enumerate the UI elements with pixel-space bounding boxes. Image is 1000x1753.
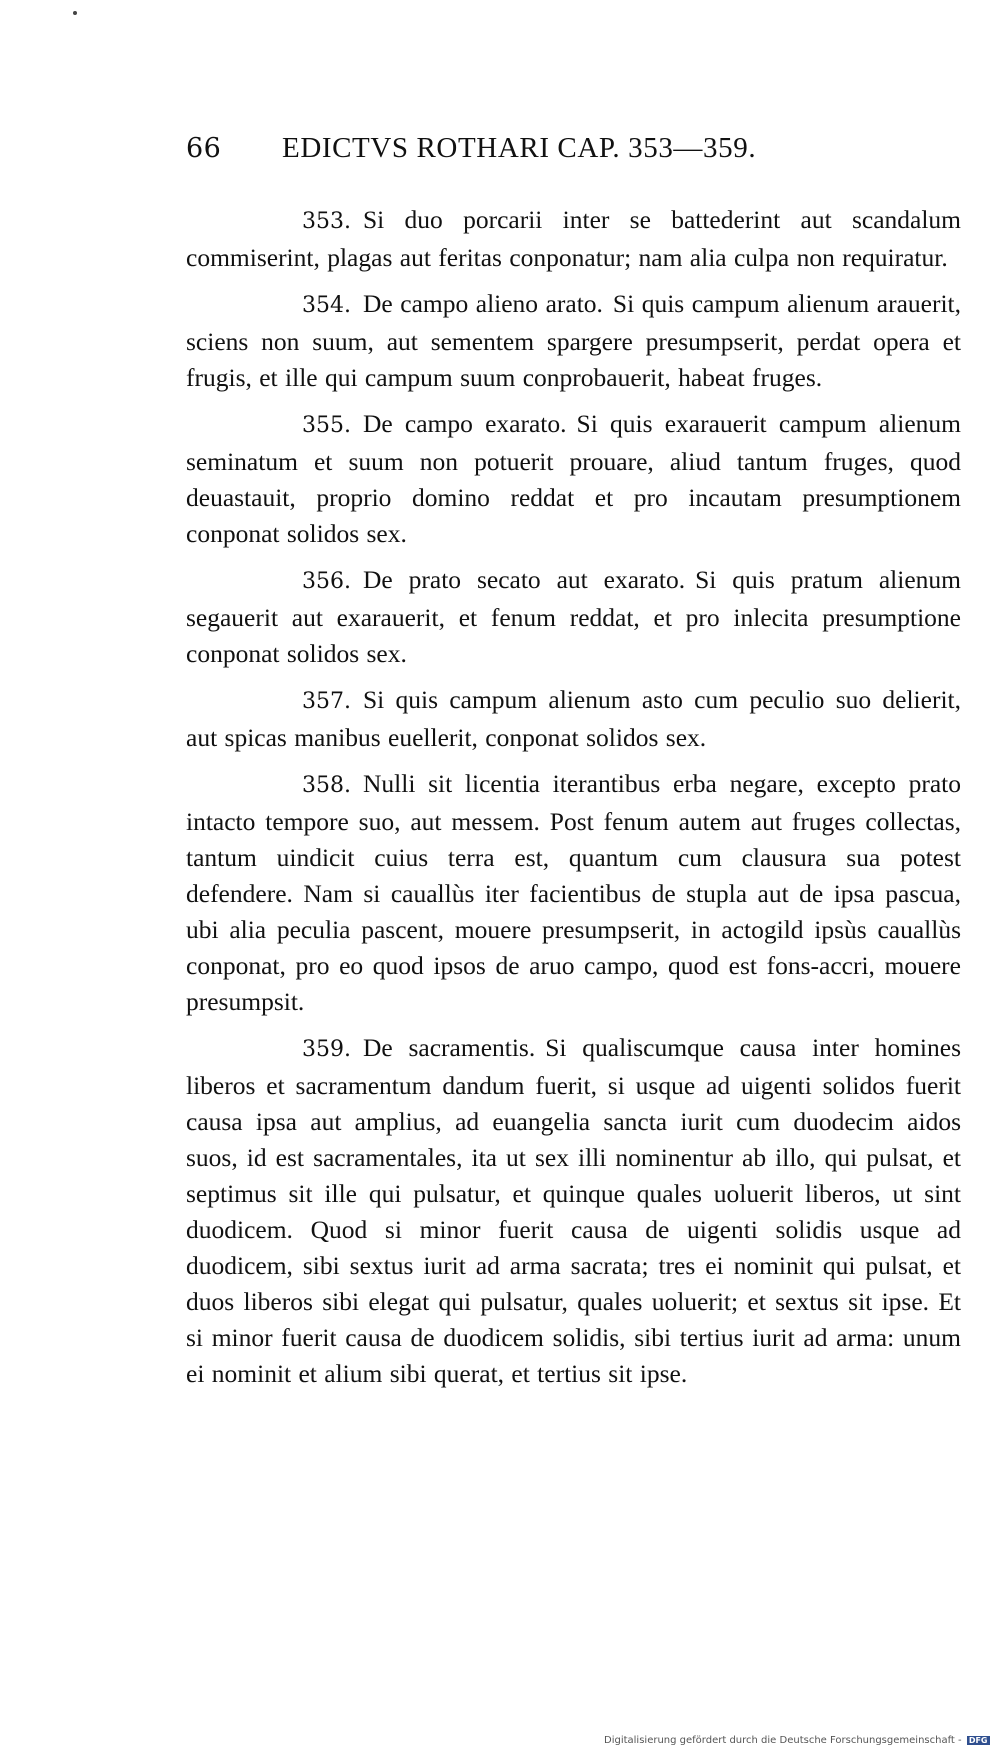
chapter-number: 355. xyxy=(302,413,351,438)
book-page xyxy=(186,132,961,1402)
chapter-356 xyxy=(186,562,961,672)
scan-speck xyxy=(73,11,77,15)
chapter-title: De prato secato aut exarato. xyxy=(362,565,686,594)
chapter-number: 357. xyxy=(302,689,351,714)
chapter-359 xyxy=(186,1030,961,1392)
chapter-text: Si quis pratum alienum segauerit aut exarauerit, et fenum reddat, et pro inlecita presumptione conponat solidos sex. xyxy=(186,565,961,668)
page-header xyxy=(186,132,961,172)
chapter-number: 356. xyxy=(302,569,351,594)
chapter-title: De campo alieno arato. xyxy=(362,289,603,318)
chapter-number: 358. xyxy=(302,773,351,798)
chapter-355 xyxy=(186,406,961,552)
chapter-354 xyxy=(186,286,961,396)
chapter-title: De campo exarato. xyxy=(362,409,567,438)
chapter-title: De sacramentis. xyxy=(362,1033,536,1062)
chapter-358 xyxy=(186,766,961,1020)
credit-text: Digitalisierung gefördert durch die Deutsche Forschungsgemeinschaft - xyxy=(604,1735,962,1746)
chapter-text: Si duo porcarii inter se battederint aut scandalum commiserint, plagas aut feritas conponatur; nam alia culpa non requiratur. xyxy=(186,205,961,272)
chapter-number: 359. xyxy=(302,1037,351,1062)
dfg-logo: DFG xyxy=(968,1735,988,1745)
chapter-text: Si quis campum alienum asto cum peculio suo delierit, aut spicas manibus euellerit, conponat solidos sex. xyxy=(186,685,961,752)
chapter-353 xyxy=(186,202,961,276)
chapter-number: 354. xyxy=(302,293,351,318)
chapter-text: Nulli sit licentia iterantibus erba negare, excepto prato intacto tempore suo, aut messem. Post fenum autem aut fruges collectas, tantum uindicit cuius terra est, quantum cum clausura sua potest defendere. Nam si cauallùs iter facientibus de stupla aut de ipsa pascua, ubi alia peculia pascent, mouere presumpserit, in actogild ipsùs cauallùs conponat, pro eo quod ipsos de aruo campo, quod est fons-accri, mouere presumpsit. xyxy=(186,769,961,1016)
chapter-text: Si quis exarauerit campum alienum seminatum et suum non potuerit prouare, aliud tantum fruges, quod deuastauit, proprio domino reddat et pro incautam presumptionem conponat solidos sex. xyxy=(186,409,961,548)
running-title: EDICTVS ROTHARI CAP. 353—359. xyxy=(282,132,757,164)
chapter-text: Si qualiscumque causa inter homines liberos et sacramentum dandum fuerit, si usque ad uigenti solidos fuerit causa ipsa aut amplius, ad euangelia sancta iurit cum duodecim aidos suos, id est sacramentales, ita ut sex illi nominentur ab illo, qui pulsat, et septimus sit ille qui pulsatur, et quinque quales uoluerit liberos, ut sint duodicem. Quod si minor fuerit causa de uigenti solidis usque ad duodicem, sibi sextus iurit ad arma sacrata; tres ei nominit qui pulsat, et duos liberos sibi elegat qui pulsatur, quales uoluerit; et sextus sit ipse. Et si minor fuerit causa de duodicem solidis, sibi tertius iurit ad arma: unum ei nominit et alium sibi querat, et tertius sit ipse. xyxy=(186,1033,961,1388)
chapter-number: 353. xyxy=(302,209,351,234)
page-number: 66 xyxy=(186,133,222,164)
digitization-credit xyxy=(604,1735,990,1746)
chapter-357 xyxy=(186,682,961,756)
chapter-text: Si quis campum alienum arauerit, sciens non suum, aut sementem spargere presumpserit, perdat opera et frugis, et ille qui campum suum conprobauerit, habeat fruges. xyxy=(186,289,961,392)
